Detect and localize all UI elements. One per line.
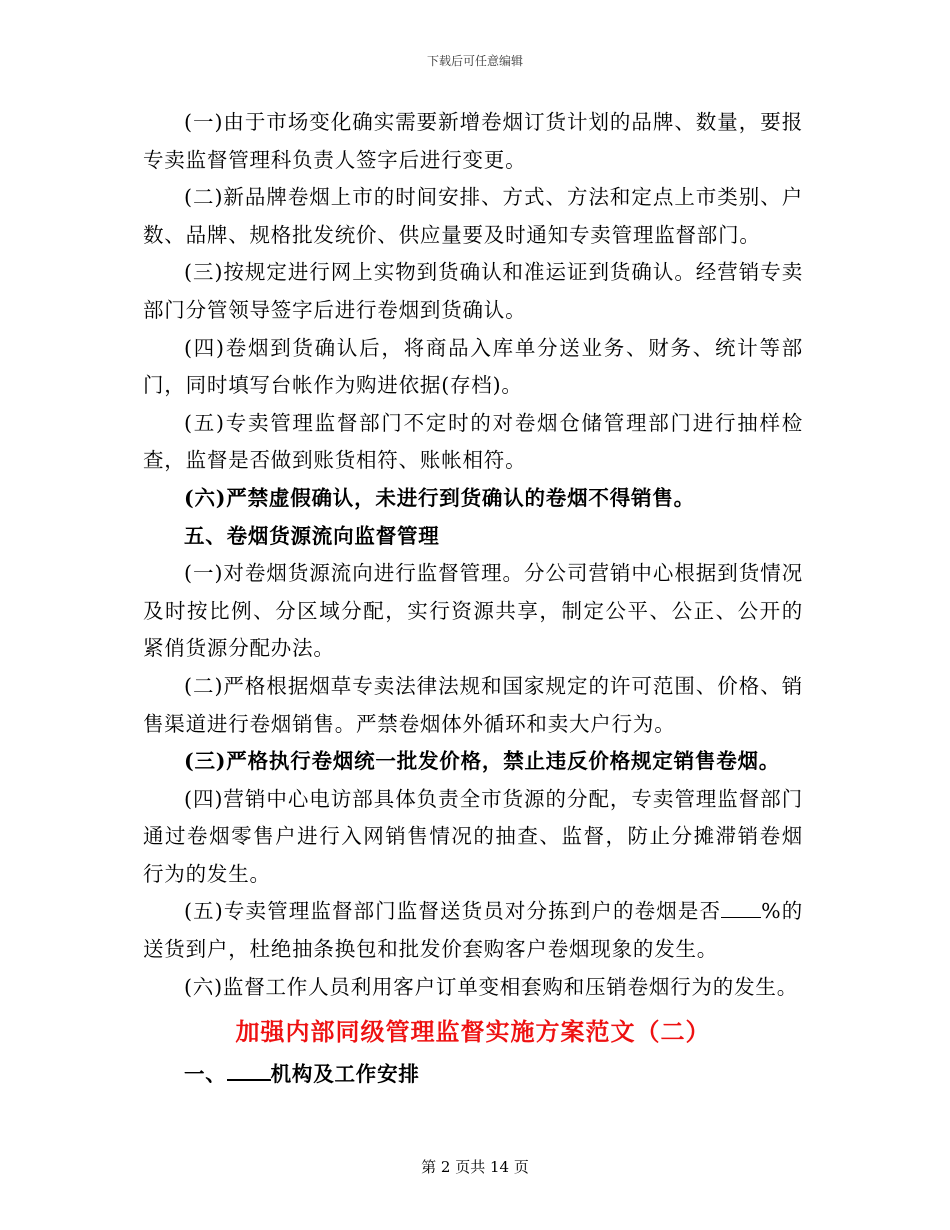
page-header: 下载后可任意编辑 [426,54,523,68]
section-5-item-4: (四)营销中心电访部具体负责全市货源的分配，专卖管理监督部门通过卷烟零售户进行入网销售情况的抽查、监督，防止分摊滞销卷烟行为的发生。 [143,786,803,886]
paragraph-item-5: (五)专卖管理监督部门不定时的对卷烟仓储管理部门进行抽样检查，监督是否做到账货相符、账帐相符。 [143,410,803,473]
section-5-item-2: (二)严格根据烟草专卖法律法规和国家规定的许可范围、价格、销售渠道进行卷烟销售。严禁卷烟体外循环和卖大户行为。 [143,673,803,736]
section-5-item-6: (六)监督工作人员利用客户订单变相套购和压销卷烟行为的发生。 [184,974,798,999]
section-5-item-5-before: (五)专卖管理监督部门监督送货员对分拣到户的卷烟是否 [184,899,722,924]
section-5-item-3-bold: (三)严格执行卷烟统一批发价格，禁止违反价格规定销售卷烟。 [184,749,781,774]
paragraph-item-3: (三)按规定进行网上实物到货确认和准运证到货确认。经营销专卖部门分管领导签字后进行卷烟到货确认。 [143,260,803,322]
paragraph-item-6-bold: (六)严禁虚假确认，未进行到货确认的卷烟不得销售。 [184,485,695,510]
fill-blank-bold [227,1057,271,1082]
section-1-prefix: 一、 [184,1062,227,1087]
paragraph-item-1: (一)由于市场变化确实需要新增卷烟订货计划的品牌、数量，要报专卖监督管理科负责人签字后进行变更。 [143,110,803,172]
red-document-title: 加强内部同级管理监督实施方案范文（二） [235,1017,711,1047]
section-5-item-5-after: %的送货到户，杜绝抽条换包和批发价套购客户卷烟现象的发生。 [143,899,803,962]
page-footer: 第 2 页共 14 页 [421,1158,529,1176]
fill-blank [721,895,761,919]
section-5-item-1: (一)对卷烟货源流向进行监督管理。分公司营销中心根据到货情况及时按比例、分区域分配，实行资源共享，制定公平、公正、公开的紧俏货源分配办法。 [143,561,803,661]
section-1-heading [143,1056,803,1094]
section-5-heading: 五、卷烟货源流向监督管理 [184,523,440,548]
paragraph-item-2: (二)新品牌卷烟上市的时间安排、方式、方法和定点上市类别、户数、品牌、规格批发统价、供应量要及时通知专卖管理监督部门。 [143,185,803,247]
paragraph-item-4: (四)卷烟到货确认后，将商品入库单分送业务、财务、统计等部门，同时填写台帐作为购进依据(存档)。 [143,335,803,398]
section-1-suffix: 机构及工作安排 [270,1062,420,1087]
document-body [143,104,803,1094]
section-5-item-5 [143,893,803,968]
